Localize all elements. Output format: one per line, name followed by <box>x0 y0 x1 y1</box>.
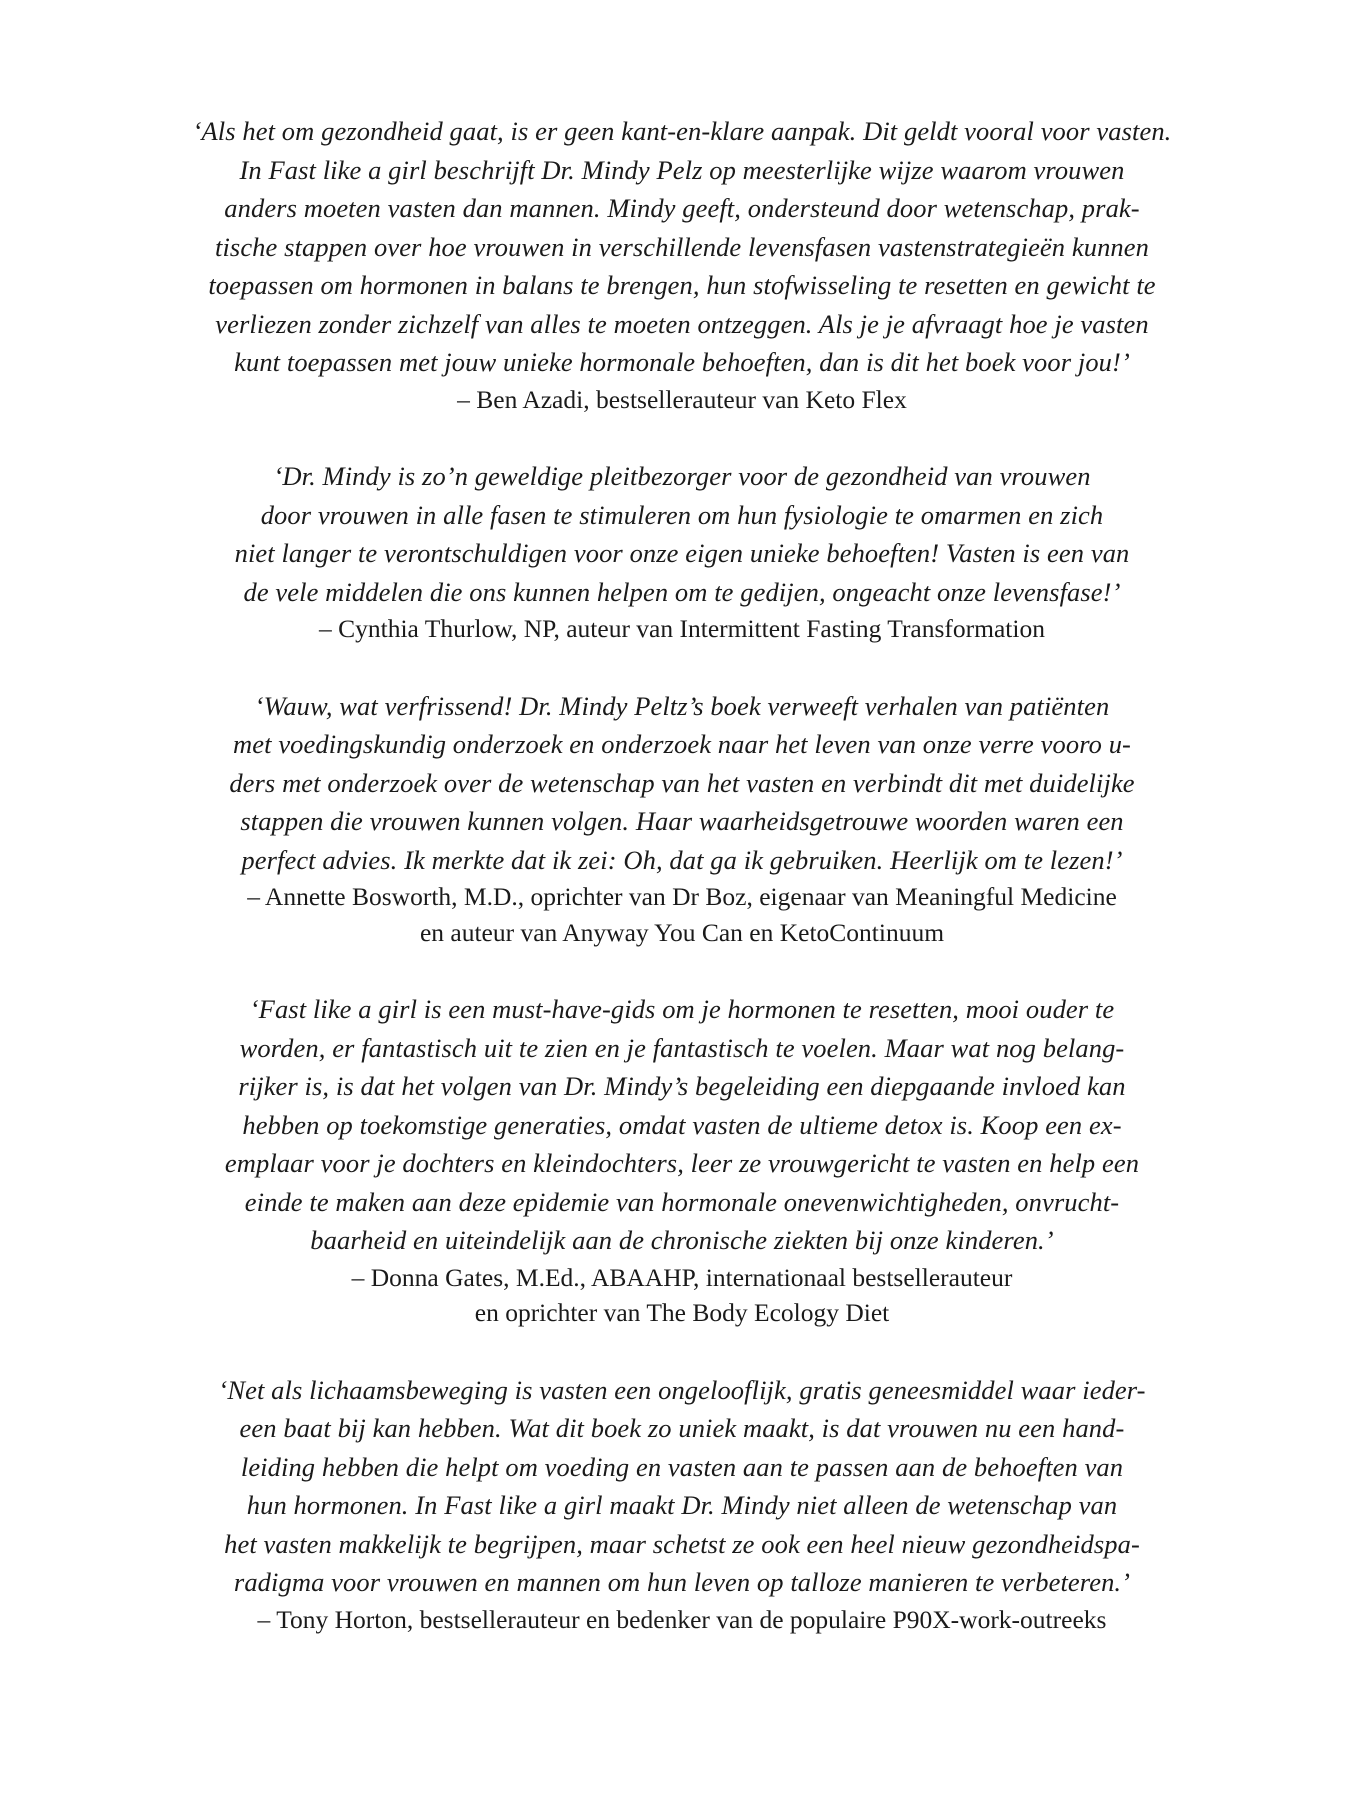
endorsement-quote <box>150 687 1214 880</box>
endorsement-quote <box>150 1371 1214 1602</box>
quote-line: het vasten makkelijk te begrijpen, maar schetst ze ook een heel nieuw gezondheidspa- <box>224 1528 1140 1559</box>
quote-line: ‘Als het om gezondheid gaat, is er geen kant-en-klare aanpak. Dit geldt vooral voor vasten. <box>192 116 1172 146</box>
quote-line: door vrouwen in alle fasen te stimuleren om hun fysiologie te omarmen en zich <box>260 499 1104 530</box>
quote-line: toepassen om hormonen in balans te brengen, hun stofwisseling te resetten en gewicht te <box>208 270 1156 300</box>
endorsements-page <box>150 112 1214 1677</box>
quote-line: met voedingskundig onderzoek en onderzoek naar het leven van onze verre vooro u- <box>233 729 1131 759</box>
attribution-line: en oprichter van The Body Ecology Diet <box>474 1298 890 1327</box>
endorsement-attribution <box>150 611 1214 647</box>
quote-line: ders met onderzoek over de wetenschap van het vasten en verbindt dit met duidelijke <box>229 767 1135 798</box>
quote-line: leiding hebben die helpt om voeding en vasten aan te passen aan de behoeften van <box>240 1451 1124 1482</box>
quote-line: kunt toepassen met jouw unieke hormonale behoeften, dan is dit het boek voor jou!’ <box>234 347 1130 377</box>
quote-line: de vele middelen die ons kunnen helpen om te gedijen, ongeacht onze levensfase!’ <box>243 576 1121 607</box>
attribution-line: – Tony Horton, bestsellerauteur en bedenker van de populaire P90X-work-outreeks <box>257 1604 1107 1634</box>
quote-line: worden, er fantastisch uit te zien en je fantastisch te voelen. Maar wat nog belang- <box>239 1032 1125 1063</box>
quote-line: een baat bij kan hebben. Wat dit boek zo uniek maakt, is dat vrouwen nu een hand- <box>239 1413 1125 1443</box>
quote-line: niet langer te verontschuldigen voor onze eigen unieke behoeften! Vasten is een van <box>234 538 1130 568</box>
quote-line: stappen die vrouwen kunnen volgen. Haar waarheidsgetrouwe woorden waren een <box>240 806 1124 836</box>
quote-line: hun hormonen. In Fast like a girl maakt Dr. Mindy niet alleen de wetenschap van <box>246 1490 1118 1520</box>
quote-line: verliezen zonder zichzelf van alles te moeten ontzeggen. Als je je afvraagt hoe je vasten <box>215 308 1149 339</box>
quote-line: baarheid en uiteindelijk aan de chronische ziekten bij onze kinderen.’ <box>310 1225 1054 1255</box>
endorsement-quote <box>150 112 1214 382</box>
attribution-line: en auteur van Anyway You Can en KetoContinuum <box>419 917 945 947</box>
quote-line: ‘Dr. Mindy is zo’n geweldige pleitbezorger voor de gezondheid van vrouwen <box>273 461 1091 491</box>
quote-line: ‘Fast like a girl is een must-have-gids om je hormonen te resetten, mooi ouder te <box>249 994 1115 1024</box>
attribution-line: – Ben Azadi, bestsellerauteur van Keto Flex <box>457 384 907 414</box>
quote-line: anders moeten vasten dan mannen. Mindy geeft, ondersteund door wetenschap, prak- <box>224 193 1140 223</box>
endorsement-attribution <box>150 879 1214 950</box>
quote-line: radigma voor vrouwen en mannen om hun leven op talloze manieren te verbeteren.’ <box>233 1567 1131 1597</box>
attribution-line: – Donna Gates, M.Ed., ABAAHP, internationaal bestsellerauteur <box>351 1262 1013 1292</box>
quote-line: emplaar voor je dochters en kleindochters, leer ze vrouwgericht te vasten en help een <box>224 1148 1140 1178</box>
quote-line: einde te maken aan deze epidemie van hormonale onevenwichtigheden, onvrucht- <box>244 1186 1120 1217</box>
quote-line: ‘Net als lichaamsbeweging is vasten een ongelooflijk, gratis geneesmiddel waar ieder- <box>218 1374 1146 1405</box>
attribution-line: – Cynthia Thurlow, NP, auteur van Intermittent Fasting Transformation <box>319 614 1045 643</box>
quote-line: ‘Wauw, wat verfrissend! Dr. Mindy Peltz’s boek verweeft verhalen van patiënten <box>254 690 1110 721</box>
quote-line: rijker is, is dat het volgen van Dr. Mindy’s begeleiding een diepgaande invloed kan <box>238 1071 1126 1101</box>
quote-line: hebben op toekomstige generaties, omdat vasten de ultieme detox is. Koop een ex- <box>242 1109 1122 1140</box>
endorsement-attribution <box>150 382 1214 418</box>
endorsement-quote <box>150 457 1214 611</box>
endorsement-attribution <box>150 1260 1214 1331</box>
endorsement-attribution <box>150 1602 1214 1638</box>
endorsement-quote <box>150 990 1214 1260</box>
endorsement-annette-bosworth <box>150 687 1214 951</box>
quote-line: tische stappen over hoe vrouwen in verschillende levensfasen vastenstrategieën kunnen <box>214 231 1149 262</box>
quote-line: In Fast like a girl beschrijft Dr. Mindy Pelz op meesterlijke wijze waarom vrouwen <box>239 154 1125 185</box>
endorsement-tony-horton <box>150 1371 1214 1638</box>
attribution-line: – Annette Bosworth, M.D., oprichter van Dr Boz, eigenaar van Meaningful Medicine <box>247 882 1117 911</box>
endorsement-donna-gates <box>150 990 1214 1331</box>
quote-line: perfect advies. Ik merkte dat ik zei: Oh, dat ga ik gebruiken. Heerlijk om te lezen!’ <box>241 844 1123 875</box>
endorsement-ben-azadi <box>150 112 1214 417</box>
endorsement-cynthia-thurlow <box>150 457 1214 647</box>
